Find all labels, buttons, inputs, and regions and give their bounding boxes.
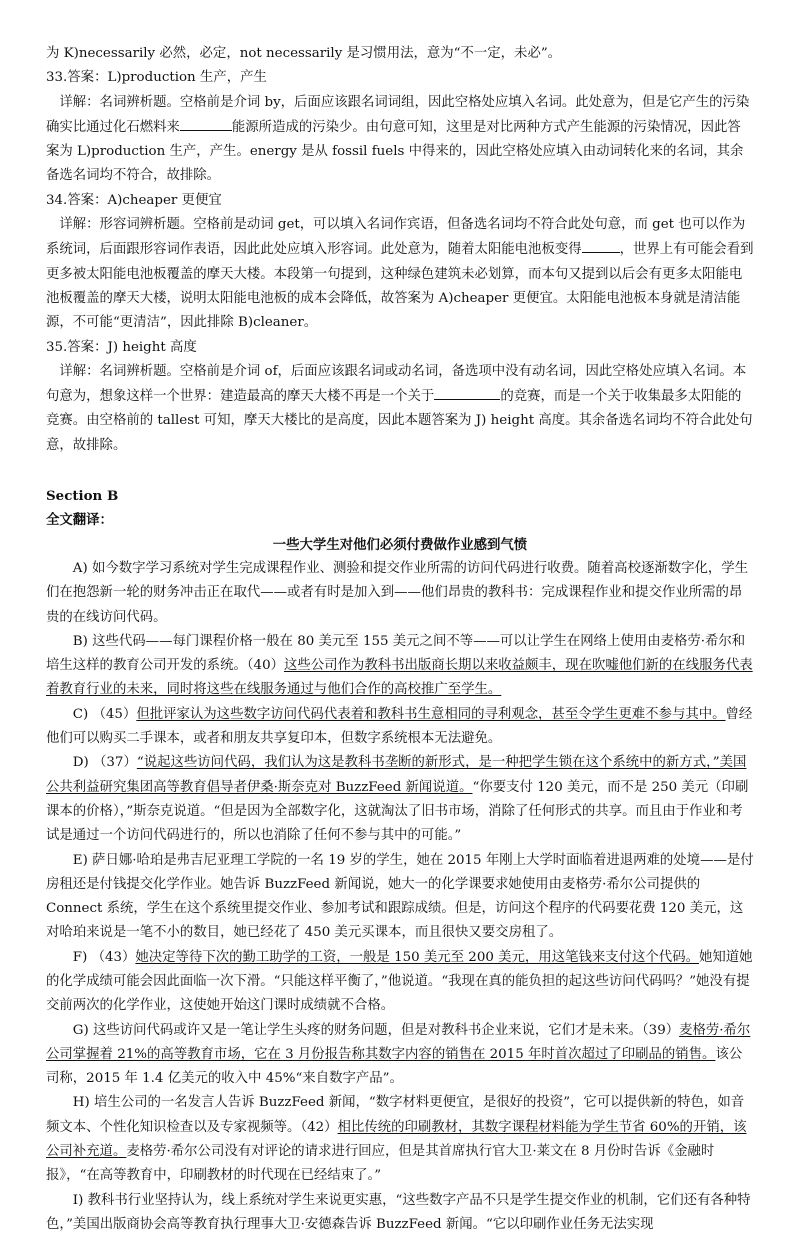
paragraph-text: D) （37） <box>72 755 137 771</box>
paragraph-text: I) 教科书行业坚持认为，线上系统对学生来说更实惠，“这些数字产品不只是学生提交作业的机制，它们还有各种特色，”美国出版商协会高等教育执行理事大卫·安德森告诉 BuzzFeed 新闻。“它以印刷作业任务无法实现 <box>46 1192 751 1232</box>
underlined-sentence: 这些公司作为教科书出版商长期以来收益颇丰，现在吹嘘他们新的在线服务代表着教育行业的未来，同时将这些在线服务通过与他们合作的高校推广至学生。 <box>46 658 753 698</box>
paragraph-c <box>46 703 754 752</box>
paragraph-d <box>46 751 754 848</box>
answer-text: 33.答案：L)production 生产，产生 <box>46 70 267 86</box>
underlined-sentence: 但批评家认为这些数字访问代码代表着和教科书生意相同的寻利观念，甚至令学生更难不参与其中。 <box>136 706 726 722</box>
blank-line <box>582 237 620 253</box>
paragraph-e <box>46 849 754 946</box>
explanation-34 <box>46 213 754 335</box>
blank-line <box>434 384 500 400</box>
text-segment: 的竞赛，而是一个关于收集最多太阳能的竞赛。由空格前的 tallest 可知，摩天大楼比的是高度，因此本题答案为 J) height 高度。其余备选名词均不符合此处句意，故排除。 <box>46 389 753 453</box>
spacer <box>46 458 754 484</box>
paragraph-h <box>46 1091 754 1188</box>
underlined-sentence: “说起这些访问代码，我们认为这是教科书垄断的新形式，是一种把学生锁在这个系统中的新方式，”美国公共利益研究集团高等教育倡导者伊桑·斯奈克对 BuzzFeed 新闻说道。 <box>46 755 747 795</box>
underlined-sentence: 麦格劳·希尔公司掌握着 21%的高等教育市场，它在 3 月份报告称其数字内容的销售在 2015 年时首次超过了印刷品的销售。 <box>46 1022 751 1062</box>
paragraph-text: 该公司称，2015 年 1.4 亿美元的收入中 45%“来自数字产品”。 <box>46 1046 743 1087</box>
paragraph-i <box>46 1189 754 1237</box>
blank-line <box>180 115 232 131</box>
text-segment: 详解：名词辨析题。空格前是介词 of，后面应该跟名词或动名词，备选项中没有动名词，因此空格处应填入名词。本句意为，想象这样一个世界：建造最高的摩天大楼不再是一个关于 <box>46 363 747 405</box>
paragraph-text: G) 这些访问代码或许又是一笔让学生头疼的财务问题，但是对教科书企业来说，它们才是未来。（39） <box>72 1022 680 1038</box>
paragraph-g <box>46 1019 754 1092</box>
paragraph-text: 曾经他们可以购买二手课本，或者和朋友共享复印本，但数字系统根本无法避免。 <box>46 706 753 747</box>
paragraph-text: 她知道她的化学成绩可能会因此面临一次下滑。“只能这样平衡了，”他说道。“我现在真的能负担的起这些访问代码吗？”她没有提交前两次的化学作业，这使她开始这门课时成绩就不合格。 <box>46 949 753 1014</box>
explanation-35 <box>46 360 754 458</box>
paragraph-b <box>46 630 754 703</box>
answer-35 <box>46 336 754 360</box>
text-line <box>46 42 754 66</box>
answer-text: 34.答案：A)cheaper 更便宜 <box>46 192 222 208</box>
paragraph-text: A) 如今数字学习系统对学生完成课程作业、测验和提交作业所需的访问代码进行收费。随着高校逐渐数字化，学生们在抱怨新一轮的财务冲击正在取代——或者有时是加入到——他们昂贵的教科书：完成课程作业和提交作业所需的昂贵的在线访问代码。 <box>46 560 749 625</box>
paragraph-text: 麦格劳·希尔公司没有对评论的请求进行回应，但是其首席执行官大卫·莱文在 8 月份时告诉《金融时报》，“在高等教育中，印刷教材的时代现在已经结束了。” <box>46 1144 715 1184</box>
underlined-sentence: 她决定等待下次的勤工助学的工资，一般是 150 美元至 200 美元，用这笔钱来支付这个代码。 <box>135 949 699 965</box>
paragraph-a <box>46 557 754 630</box>
answer-33 <box>46 66 754 90</box>
paragraph-text: H) 培生公司的一名发言人告诉 BuzzFeed 新闻，“数字材料更便宜，是很好的投资”，它可以提供新的特色，如音频文本、个性化知识检查以及专家视频等。（42） <box>46 1095 745 1135</box>
paragraph-f <box>46 946 754 1019</box>
paragraph-text: B) 这些代码——每门课程价格一般在 80 美元至 155 美元之间不等——可以让学生在网络上使用由麦格劳·希尔和培生这样的教育公司开发的系统。（40） <box>46 633 746 674</box>
explanation-33 <box>46 91 754 189</box>
answer-text: 35.答案：J) height 高度 <box>46 339 197 355</box>
section-subheading: 全文翻译： <box>46 512 113 529</box>
paragraph-text: C) （45） <box>72 706 137 722</box>
text-segment: 详解：名词辨析题。空格前是介词 by，后面应该跟名词词组，因此空格处应填入名词。此处意为，但是它产生的污染确实比通过化石燃料来 <box>46 94 750 135</box>
answer-34 <box>46 189 754 213</box>
paragraph-text: E) 萨日娜·哈珀是弗吉尼亚理工学院的一名 19 岁的学生，她在 2015 年刚上大学时面临着进退两难的处境——是付房租还是付钱提交化学作业。她告诉 BuzzFeed 新闻说，她大一的化学课要求她使用由麦格劳·希尔公司提供的 Connect 系统，学生在这个系统里提交作业、参加考试和跟踪成绩。但是，访问这个程序的代码要花费 120 美元，这对哈珀来说是一笔不小的数目，她已经花了 450 美元买课本，而且很快又要交房租了。 <box>46 852 754 941</box>
text-segment: 详解：形容词辨析题。空格前是动词 get，可以填入名词作宾语，但备选名词均不符合此处句意，而 get 也可以作为系统词，后面跟形容词作表语，因此此处应填入形容词。此处意为，随着太阳能电池板变得 <box>46 217 746 258</box>
text-segment: 能源所造成的污染少。由句意可知，这里是对比两种方式产生能源的污染情况，因此答案为 L)production 生产，产生。energy 是从 fossil fuels 中得来的，因此空格处应填入由动词转化来的名词，其余备选名词均不符合，故排除。 <box>46 119 744 184</box>
text-segment: ，世界上有可能会看到更多被太阳能电池板覆盖的摩天大楼。本段第一句提到，这种绿色建筑未必划算，而本句又提到以后会有更多太阳能电池板覆盖的摩天大楼，说明太阳能电池板的成本会降低，故答案为 A)cheaper 更便宜。太阳能电池板本身就是清洁能源，不可能“更清洁”，因此排除 B)cleaner。 <box>46 242 754 331</box>
section-heading: Section B <box>46 488 119 505</box>
underlined-sentence: 相比传统的印刷教材，其数字课程材料能为学生节省 60%的开销，该公司补充道。 <box>46 1119 747 1160</box>
paragraph-text: F) （43） <box>72 949 136 965</box>
paragraph-text: “你要支付 120 美元，而不是 250 美元（印刷课本的价格），”斯奈克说道。“但是因为全部数字化，这就淘汰了旧书市场，消除了任何形式的共享。而且由于作业和考试是通过一个访问代码进行的，所以也消除了任何不参与其中的可能。” <box>46 779 749 844</box>
text-segment: 为 K)necessarily 必然，必定，not necessarily 是习惯用法，意为“不一定，未必”。 <box>46 46 562 61</box>
article-title: 一些大学生对他们必须付费做作业感到气愤 <box>272 536 528 553</box>
